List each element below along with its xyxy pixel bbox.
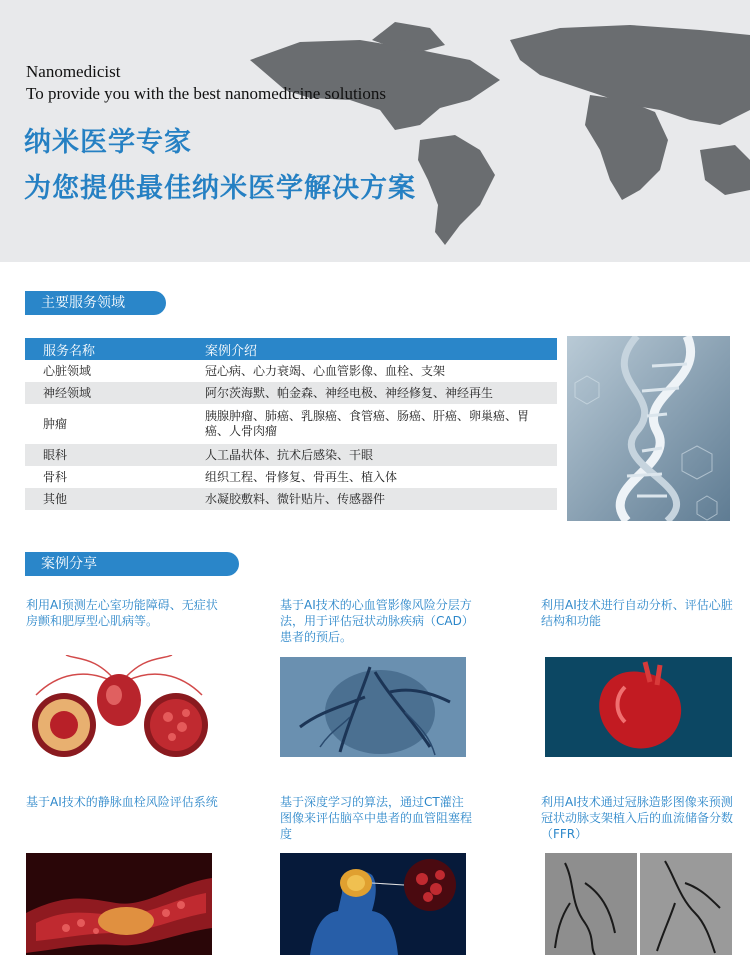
case-text: 利用AI技术进行自动分析、评估心脏结构和功能 <box>541 598 733 628</box>
table-header-row <box>25 338 557 360</box>
service-name: 心脏领域 <box>43 363 92 378</box>
case-text: 基于AI技术的静脉血栓风险评估系统 <box>26 795 218 809</box>
brain-scan-icon <box>280 853 466 955</box>
table-row <box>25 444 557 466</box>
service-desc: 水凝胶敷料、微针贴片、传感器件 <box>205 488 557 510</box>
case-text: 基于AI技术的心血管影像风险分层方法，用于评估冠状动脉疾病（CAD）患者的预后。 <box>280 598 472 644</box>
header-service-name: 服务名称 <box>25 338 205 360</box>
coronary-vessels-icon <box>280 657 466 757</box>
heart-3d-icon <box>545 657 732 757</box>
service-desc: 人工晶状体、抗术后感染、干眼 <box>205 444 557 466</box>
header-case-intro: 案例介绍 <box>205 338 557 360</box>
table-row <box>25 466 557 488</box>
english-subtitle: To provide you with the best nanomedicine solutions <box>26 84 387 103</box>
service-desc: 胰腺肿瘤、肺癌、乳腺癌、食管癌、肠癌、肝癌、卵巢癌、胃癌、人骨肉瘤 <box>205 409 530 438</box>
english-title: Nanomedicist <box>26 62 121 81</box>
hero-banner <box>0 0 750 262</box>
chinese-title: 纳米医学专家 <box>24 127 192 158</box>
vein-thrombus-icon <box>26 853 212 955</box>
heart-artery-icon <box>26 655 212 757</box>
table-row <box>25 488 557 510</box>
service-desc: 组织工程、骨修复、骨再生、植入体 <box>205 469 398 484</box>
case-text: 基于深度学习的算法，通过CT灌注图像来评估脑卒中患者的血管阻塞程度 <box>280 795 473 841</box>
table-row <box>25 360 557 382</box>
service-name: 眼科 <box>25 444 205 466</box>
service-name: 神经领域 <box>25 382 205 404</box>
table-row <box>25 382 557 404</box>
services-section-label: 主要服务领域 <box>25 291 166 315</box>
table-row <box>25 404 557 444</box>
service-desc: 冠心病、心力衰竭、心血管影像、血栓、支架 <box>205 363 446 378</box>
services-table <box>25 338 557 510</box>
service-name: 肿瘤 <box>43 416 68 431</box>
angiography-icon <box>545 853 732 955</box>
case-text: 利用AI技术通过冠脉造影图像来预测冠状动脉支架植入后的血流储备分数（FFR） <box>541 795 734 841</box>
cases-section-label: 案例分享 <box>25 552 239 576</box>
service-desc: 阿尔茨海默、帕金森、神经电极、神经修复、神经再生 <box>205 382 557 404</box>
dna-helix-icon <box>567 336 730 521</box>
service-name: 骨科 <box>43 469 68 484</box>
chinese-subtitle: 为您提供最佳纳米医学解决方案 <box>24 173 416 204</box>
case-text: 利用AI预测左心室功能障碍、无症状房颤和肥厚型心肌病等。 <box>26 598 218 628</box>
service-name: 其他 <box>25 488 205 510</box>
